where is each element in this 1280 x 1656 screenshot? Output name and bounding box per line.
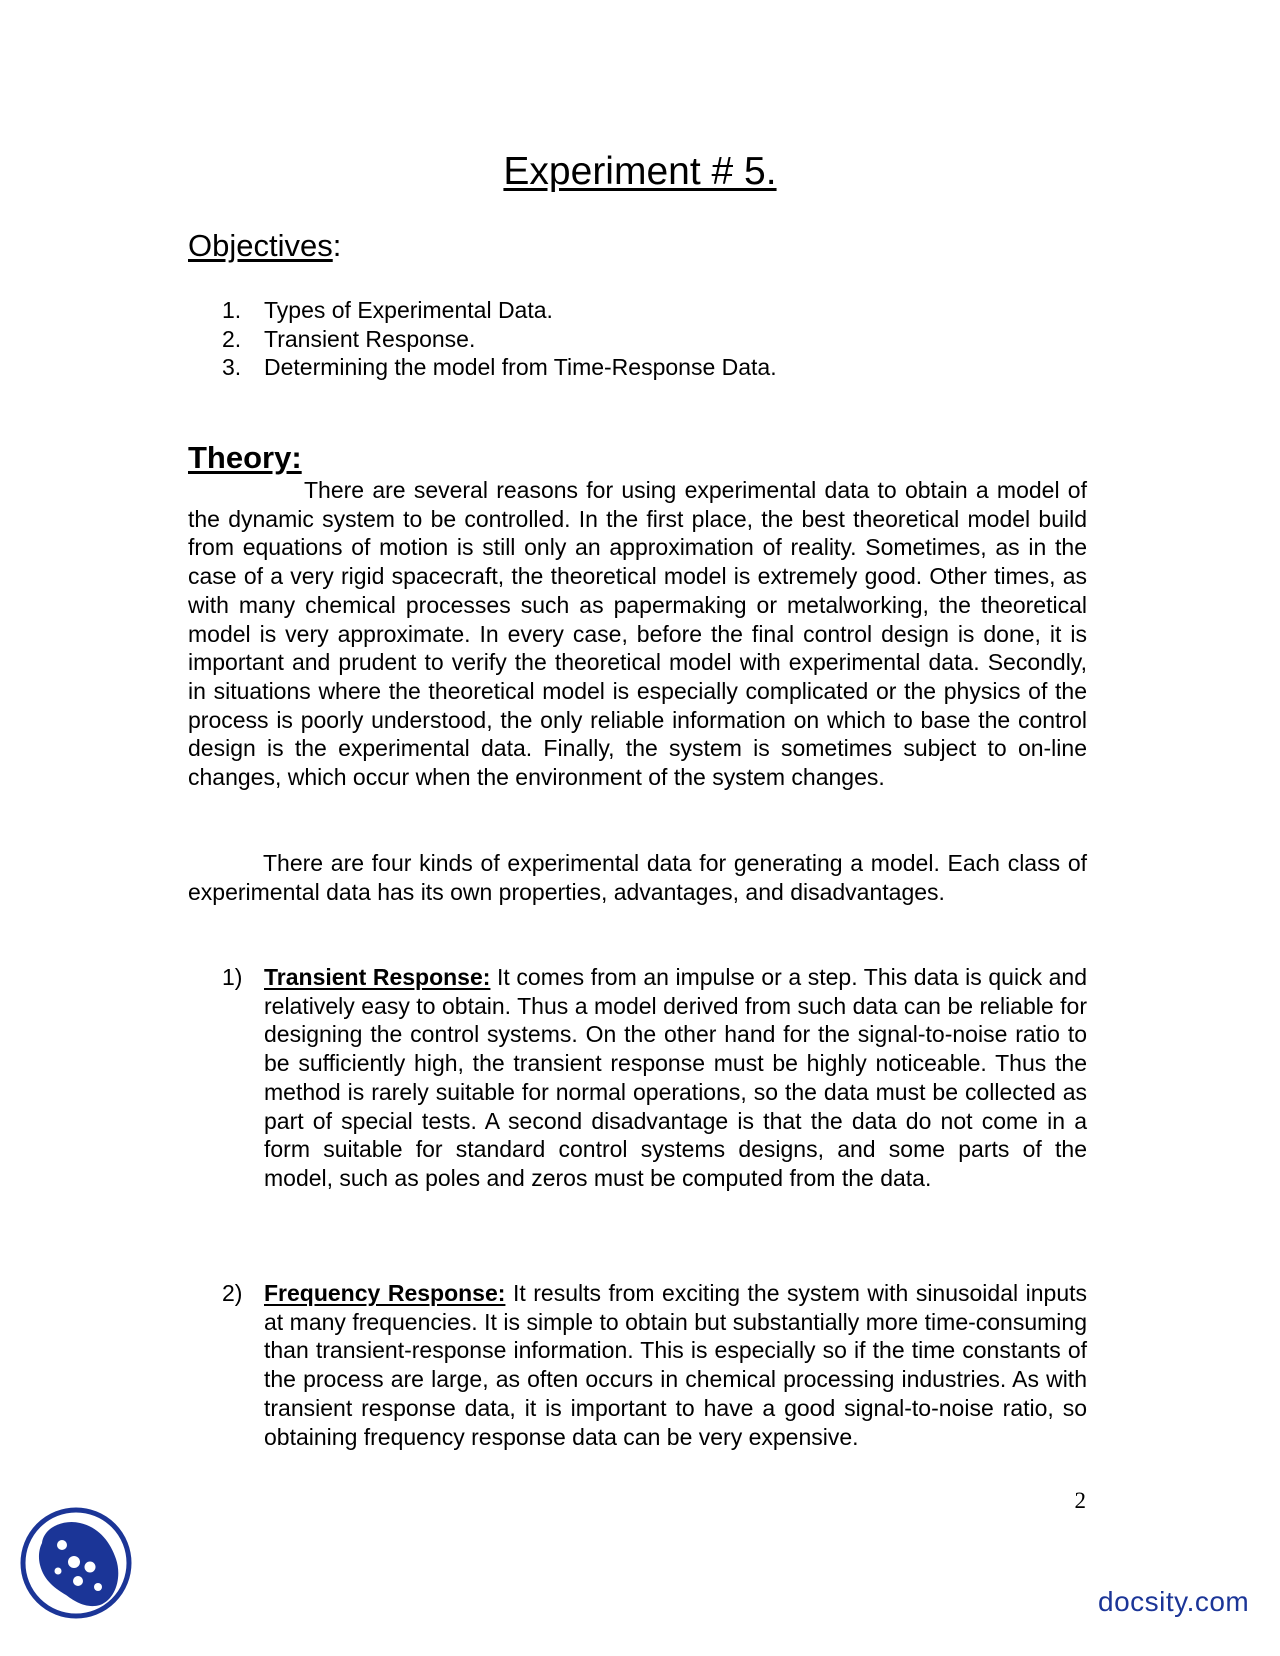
data-type-item-frequency bbox=[222, 1279, 1087, 1451]
objectives-heading: Objectives: bbox=[188, 228, 342, 263]
docsity-logo-icon[interactable] bbox=[20, 1507, 132, 1619]
list-item-number: 3. bbox=[222, 354, 242, 380]
theory-heading: Theory: bbox=[188, 440, 302, 475]
item-marker: 1) bbox=[222, 964, 243, 990]
item-term: Transient Response: bbox=[264, 964, 491, 990]
theory-paragraph-1: There are several reasons for using experimental data to obtain a model of the dynamic system to be controlled. In the first place, the best theoretical model build from equations of motion is still only an approximation of reality. Sometimes, as in the case of a very rigid spacecraft, the theoretical model is extremely good. Other times, as with many chemical processes such as papermaking or metalworking, the theoretical model is very approximate. In every case, before the final control design is done, it is important and prudent to verify the theoretical model with experimental data. Secondly, in situations where the theoretical model is especially complicated or the physics of the process is poorly understood, the only reliable information on which to base the control design is the experimental data. Finally, the system is sometimes subject to on-line changes, which occur when the environment of the system changes. bbox=[188, 477, 1087, 791]
item-text: It comes from an impulse or a step. This data is quick and relatively easy to obtain. Thus a model derived from such data can be reliable for designing the control systems. On the other hand for the signal-to-noise ratio to be sufficiently high, the transient response must be highly noticeable. Thus the method is rarely suitable for normal operations, so the data must be collected as part of special tests. A second disadvantage is that the data do not come in a form suitable for standard control systems designs, and some parts of the model, such as poles and zeros must be computed from the data. bbox=[264, 964, 1088, 1191]
list-item bbox=[222, 353, 777, 382]
item-text: It results from exciting the system with sinusoidal inputs at many frequencies. It is simple to obtain but substantially more time-consuming than transient-response information. This is especially so if the time constants of the process are large, as often occurs in chemical processing industries. As with transient response data, it is important to have a good signal-to-noise ratio, so obtaining frequency response data can be very expensive. bbox=[264, 1280, 1087, 1450]
list-item-number: 1. bbox=[222, 297, 242, 323]
item-term: Frequency Response: bbox=[264, 1280, 506, 1306]
page-number: 2 bbox=[1074, 1488, 1086, 1513]
brand-link[interactable]: docsity.com bbox=[1098, 1586, 1250, 1617]
list-item-text: Transient Response. bbox=[264, 325, 476, 352]
list-item bbox=[222, 325, 777, 354]
list-item-text: Determining the model from Time-Response Data. bbox=[264, 354, 777, 380]
page-title: Experiment # 5. bbox=[503, 150, 777, 193]
theory-paragraph-2: There are four kinds of experimental data for generating a model. Each class of experimental data has its own properties, advantages, and disadvantages. bbox=[188, 850, 1087, 905]
data-type-item-transient bbox=[222, 963, 1087, 1193]
item-marker: 2) bbox=[222, 1280, 243, 1306]
list-item-text: Types of Experimental Data. bbox=[264, 297, 553, 323]
item-body bbox=[264, 963, 1087, 1193]
list-item bbox=[222, 296, 777, 325]
item-body bbox=[264, 1279, 1087, 1451]
objectives-list bbox=[222, 296, 777, 382]
list-item-number: 2. bbox=[222, 325, 242, 352]
